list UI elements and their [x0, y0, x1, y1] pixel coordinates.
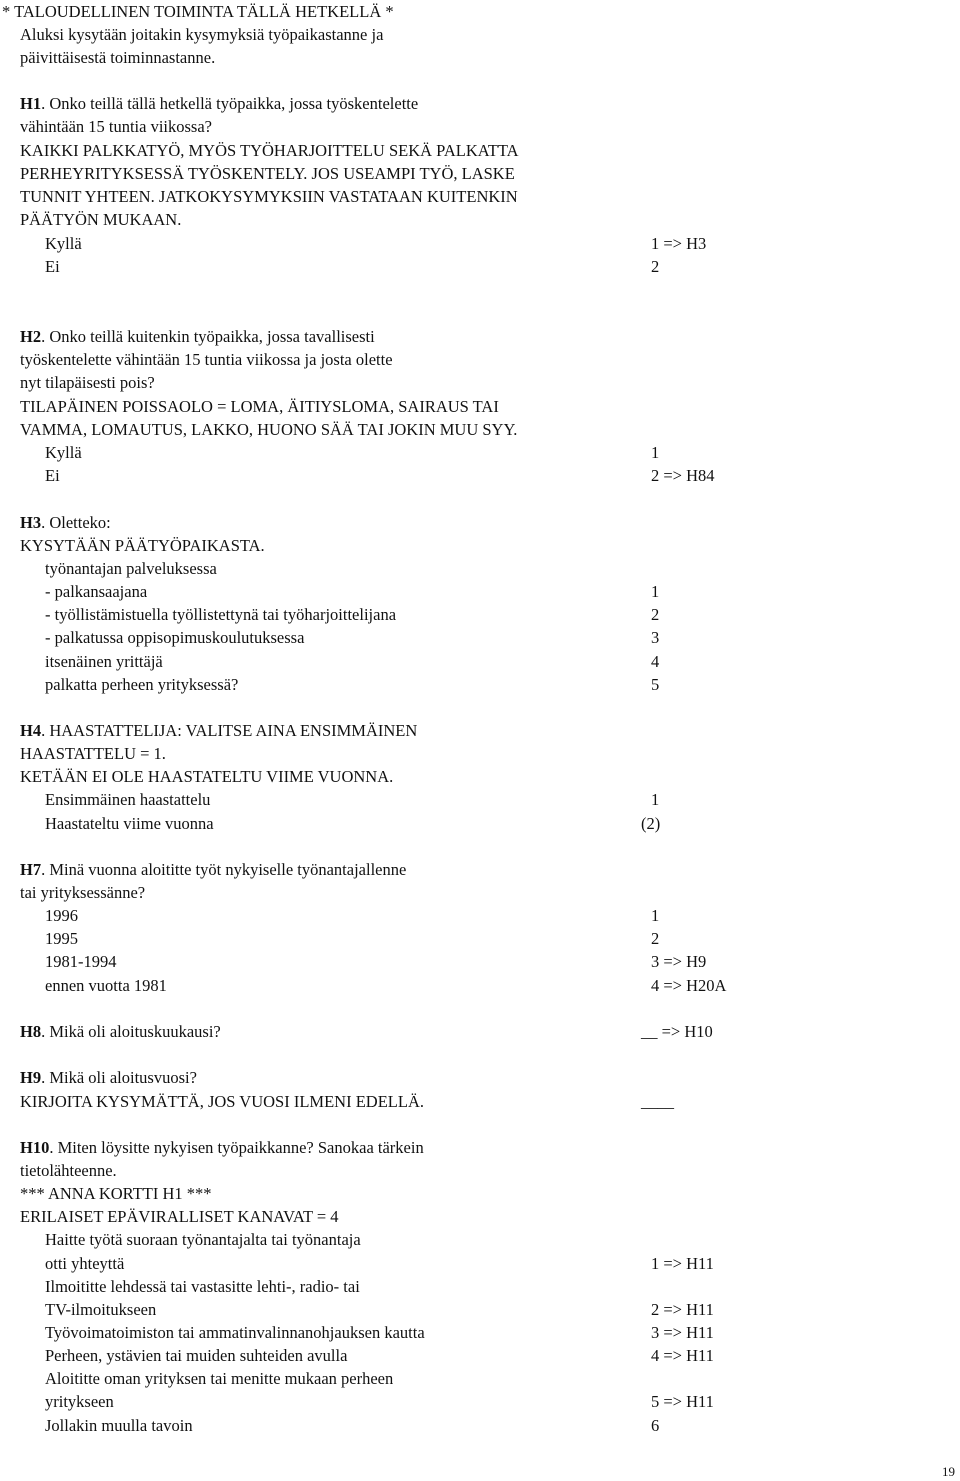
answer-option-code: 2 => H84 [651, 466, 715, 485]
answer-option-code: 4 => H20A [651, 976, 727, 995]
intro-text: Aluksi kysytään joitakin kysymyksiä työpaikastanne ja [20, 25, 384, 44]
answer-option-code: 1 => H3 [651, 234, 707, 253]
answer-option-label: Ilmoititte lehdessä tai vastasitte lehti-, radio- tai [45, 1277, 360, 1296]
answer-option-code: 5 => H11 [651, 1392, 714, 1411]
question-text: . Mikä oli aloituskuukausi? [41, 1022, 221, 1041]
answer-option-code: 3 [651, 628, 660, 647]
question-h7 [20, 860, 406, 880]
question-h4 [20, 721, 417, 741]
interviewer-instruction: KIRJOITA KYSYMÄTTÄ, JOS VUOSI ILMENI EDELLÄ. [20, 1092, 424, 1111]
answer-option-code: 1 [651, 790, 660, 809]
answer-option-code: (2) [641, 814, 661, 833]
question-h2 [20, 327, 375, 347]
question-id: H3 [20, 513, 42, 532]
question-id: H2 [20, 327, 42, 346]
answer-option-code: 1 => H11 [651, 1254, 714, 1273]
interviewer-instruction: KYSYTÄÄN PÄÄTYÖPAIKASTA. [20, 536, 265, 555]
answer-option-code: 3 => H9 [651, 952, 707, 971]
answer-option-label: Haitte työtä suoraan työnantajalta tai työnantaja [45, 1230, 361, 1249]
answer-option-label: Ei [45, 257, 60, 276]
question-text: vähintään 15 tuntia viikossa? [20, 117, 212, 136]
question-text: . Onko teillä kuitenkin työpaikka, jossa tavallisesti [41, 327, 375, 346]
answer-option-code: 2 => H11 [651, 1300, 714, 1319]
answer-option-label: ennen vuotta 1981 [45, 976, 167, 995]
answer-code-blank: __ => H10 [641, 1022, 713, 1041]
interviewer-instruction: TUNNIT YHTEEN. JATKOKYSYMYKSIIN VASTATAAN KUITENKIN [20, 187, 518, 206]
question-id: H8 [20, 1022, 42, 1041]
question-h3 [20, 513, 111, 533]
answer-option-code: 1 [651, 443, 660, 462]
question-id: H10 [20, 1138, 50, 1157]
question-text: nyt tilapäisesti pois? [20, 373, 155, 392]
answer-option-code: 2 [651, 257, 660, 276]
answer-option-code: 4 [651, 652, 660, 671]
interviewer-instruction: KETÄÄN EI OLE HAASTATELTU VIIME VUONNA. [20, 767, 394, 786]
answer-option-label: 1996 [45, 906, 78, 925]
answer-code-blank: ____ [641, 1092, 674, 1111]
interviewer-instruction: ERILAISET EPÄVIRALLISET KANAVAT = 4 [20, 1207, 339, 1226]
answer-option-label: 1981-1994 [45, 952, 117, 971]
question-text: tietolähteenne. [20, 1161, 117, 1180]
page-number: 19 [942, 1464, 955, 1479]
answer-option-label: Ensimmäinen haastattelu [45, 790, 211, 809]
answer-option-label: - työllistämistuella työllistettynä tai työharjoittelijana [45, 605, 397, 624]
answer-option-code: 4 => H11 [651, 1346, 714, 1365]
question-text: tai yrityksessänne? [20, 883, 146, 902]
answer-option-code: 2 [651, 929, 660, 948]
question-id: H9 [20, 1068, 42, 1087]
interviewer-instruction: *** ANNA KORTTI H1 *** [20, 1184, 212, 1203]
interviewer-instruction: PERHEYRITYKSESSÄ TYÖSKENTELY. JOS USEAMPI TYÖ, LASKE [20, 164, 515, 183]
question-text: . Oletteko: [41, 513, 111, 532]
question-text: . HAASTATTELIJA: VALITSE AINA ENSIMMÄINEN [41, 721, 418, 740]
answer-group-label: työnantajan palveluksessa [45, 559, 217, 578]
answer-option-code: 6 [651, 1416, 660, 1435]
question-text: työskentelette vähintään 15 tuntia viikossa ja josta olette [20, 350, 393, 369]
answer-option-label: Ei [45, 466, 60, 485]
answer-option-label: itsenäinen yrittäjä [45, 652, 163, 671]
question-h9 [20, 1068, 197, 1088]
answer-option-code: 2 [651, 605, 660, 624]
answer-option-code: 5 [651, 675, 660, 694]
answer-option-label: Haastateltu viime vuonna [45, 814, 214, 833]
question-id: H7 [20, 860, 42, 879]
answer-option-label: - palkansaajana [45, 582, 148, 601]
answer-option-label: Perheen, ystävien tai muiden suhteiden avulla [45, 1346, 348, 1365]
question-id: H1 [20, 94, 42, 113]
answer-option-label: otti yhteyttä [45, 1254, 125, 1273]
answer-option-label: Työvoimatoimiston tai ammatinvalinnanohjauksen kautta [45, 1323, 425, 1342]
question-h1 [20, 94, 418, 114]
interviewer-instruction: TILAPÄINEN POISSAOLO = LOMA, ÄITIYSLOMA, SAIRAUS TAI [20, 397, 499, 416]
answer-option-label: Kyllä [45, 234, 82, 253]
interviewer-instruction: PÄÄTYÖN MUKAAN. [20, 210, 182, 229]
question-text: . Mikä oli aloitusvuosi? [41, 1068, 197, 1087]
question-h10 [20, 1138, 424, 1158]
question-h8 [20, 1022, 221, 1042]
question-text: HAASTATTELU = 1. [20, 744, 166, 763]
answer-option-label: Kyllä [45, 443, 82, 462]
answer-option-code: 1 [651, 906, 660, 925]
answer-option-label: - palkatussa oppisopimuskoulutuksessa [45, 628, 305, 647]
answer-option-code: 3 => H11 [651, 1323, 714, 1342]
question-text: . Minä vuonna aloititte työt nykyiselle työnantajallenne [41, 860, 407, 879]
answer-option-label: yritykseen [45, 1392, 114, 1411]
answer-option-label: Aloititte oman yrityksen tai menitte mukaan perheen [45, 1369, 394, 1388]
answer-option-code: 1 [651, 582, 660, 601]
answer-option-label: TV-ilmoitukseen [45, 1300, 157, 1319]
interviewer-instruction: KAIKKI PALKKATYÖ, MYÖS TYÖHARJOITTELU SEKÄ PALKATTA [20, 141, 519, 160]
question-id: H4 [20, 721, 42, 740]
question-text: . Miten löysitte nykyisen työpaikkanne? Sanokaa tärkein [49, 1138, 424, 1157]
question-text: . Onko teillä tällä hetkellä työpaikka, jossa työskentelette [41, 94, 419, 113]
answer-option-label: 1995 [45, 929, 78, 948]
answer-option-label: palkatta perheen yrityksessä? [45, 675, 239, 694]
intro-text: päivittäisestä toiminnastanne. [20, 48, 216, 67]
interviewer-instruction: VAMMA, LOMAUTUS, LAKKO, HUONO SÄÄ TAI JOKIN MUU SYY. [20, 420, 518, 439]
answer-option-label: Jollakin muulla tavoin [45, 1416, 193, 1435]
section-title: * TALOUDELLINEN TOIMINTA TÄLLÄ HETKELLÄ * [2, 2, 394, 21]
